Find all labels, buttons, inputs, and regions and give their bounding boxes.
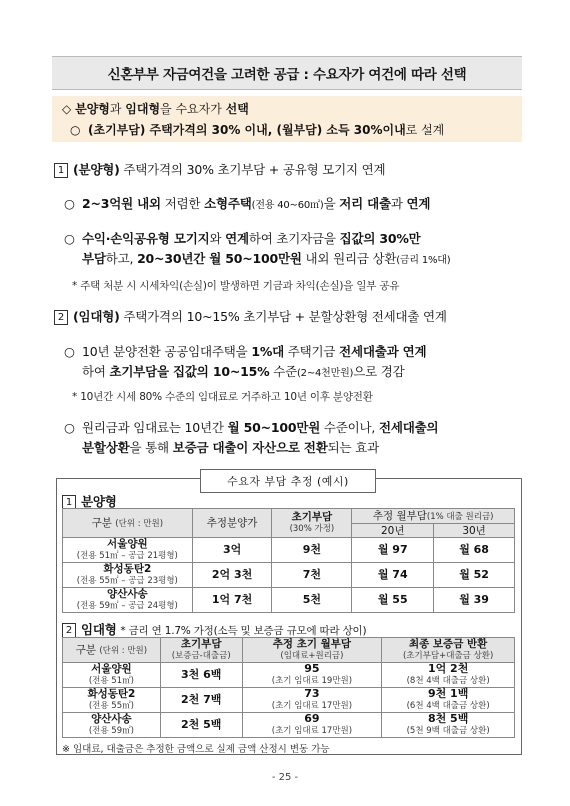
- col-header-price: 추정분양가: [192, 509, 272, 538]
- text: 와: [209, 231, 226, 246]
- row-desc: (전용 59㎡): [88, 726, 134, 736]
- text-bold: 1%대: [251, 344, 285, 359]
- summary-text: 과: [109, 102, 126, 116]
- text: 을: [323, 196, 340, 211]
- summary-box: [52, 96, 522, 142]
- table-2-label: 임대형: [81, 622, 117, 637]
- col-header-monthly: 추정 월부담(1% 대출 원리금): [352, 509, 515, 524]
- text-bold: 20~30년간 월 50~100만원: [137, 251, 302, 266]
- table-number-2: 2: [62, 623, 76, 638]
- text: 수준: [269, 364, 297, 379]
- cell-initial: 2천 7백: [160, 688, 242, 713]
- cell-monthly: 69: [304, 712, 320, 725]
- table-1-label: 분양형: [81, 494, 117, 509]
- cell-20y: 월 97: [352, 538, 434, 563]
- text: 원리금과 임대료는 10년간: [82, 420, 228, 435]
- cell-initial: 3천 6백: [160, 663, 242, 688]
- text: 10년 분양전환 공공임대주택을: [82, 344, 252, 359]
- page-title: 신혼부부 자금여건을 고려한 공급 : 수요자가 여건에 따라 선택: [52, 56, 522, 90]
- circle-bullet-icon: ○: [64, 420, 75, 435]
- text: 내외 원리금 상환: [301, 251, 397, 266]
- text-bold: 월 50~100만원: [227, 420, 321, 435]
- text: 되는 효과: [327, 440, 379, 455]
- table-row: [63, 688, 515, 713]
- summary-term-sale: 분양형: [75, 102, 110, 116]
- text-bold: 수익·손익공유형 모기지: [82, 231, 210, 246]
- section-1-text: 주택가격의 30% 초기부담 + 공유형 모기지 연계: [119, 162, 386, 177]
- cell-20y: 월 74: [352, 563, 434, 588]
- section-2-point-2-cont: [82, 438, 379, 456]
- table-row: [63, 563, 515, 588]
- section-2-text: 주택가격의 10~15% 초기부담 + 분할상환형 전세대출 연계: [119, 309, 447, 324]
- col-header-initial: 초기부담 (보증금-대출금): [160, 638, 242, 663]
- circle-bullet-icon: ○: [64, 196, 75, 211]
- table-row: [63, 663, 515, 688]
- cell-30y: 월 68: [434, 538, 515, 563]
- col-header-20y: 20년: [352, 524, 434, 538]
- row-name: 양산사송: [91, 713, 132, 725]
- cell-price: 2억 3천: [192, 563, 272, 588]
- section-1-heading: [54, 160, 385, 178]
- table-row: [63, 588, 515, 613]
- estimate-box-title: 수요자 부담 추정 (예시): [200, 469, 376, 493]
- summary-criteria: (초기부담) 주택가격의 30% 이내, (월부담) 소득 30%이내: [88, 123, 406, 137]
- text: 저렴한: [160, 196, 205, 211]
- table-2-heading: [62, 620, 366, 638]
- section-2-heading: [54, 307, 447, 325]
- summary-line-2: [70, 121, 444, 138]
- section-1-point-2-cont: [82, 249, 450, 267]
- row-desc: (전용 59㎡ – 공급 24평형): [76, 601, 178, 611]
- col-header-category: 구분 (단위 : 만원): [63, 509, 193, 538]
- page-number: - 25 -: [271, 772, 299, 783]
- table-row: [63, 538, 515, 563]
- cell-30y: 월 39: [434, 588, 515, 613]
- text: 하여 초기자금을: [248, 231, 340, 246]
- text: 을 통해: [129, 440, 173, 455]
- diamond-icon: ◇: [62, 102, 72, 116]
- table-2-note: * 금리 연 1.7% 가정(소득 및 보증금 규모에 따라 상이): [120, 625, 367, 637]
- cell-monthly: 95: [304, 662, 320, 675]
- cell-20y: 월 55: [352, 588, 434, 613]
- cell-final-sub: (5천 9백 대출금 상환): [406, 726, 490, 736]
- cell-30y: 월 52: [434, 563, 515, 588]
- summary-term-choice: 선택: [225, 102, 249, 116]
- text-small: (2~4천만원): [296, 368, 354, 379]
- circle-bullet-icon: ○: [64, 344, 75, 359]
- row-name: 양산사송: [107, 588, 148, 600]
- summary-text: 로 설계: [405, 123, 445, 137]
- section-1-point-2: [64, 229, 421, 247]
- cell-initial: 2천 5백: [160, 713, 242, 738]
- cell-monthly-sub: (초기 임대료 17만원): [271, 726, 353, 736]
- text: 으로 경감: [353, 364, 405, 379]
- footnote: ※ 임대료, 대출금은 추정한 금액으로 실제 금액 산정시 변동 가능: [62, 744, 330, 755]
- section-2-point-2: [64, 418, 438, 436]
- cell-final: 9천 1백: [427, 687, 469, 700]
- cell-monthly-sub: (초기 임대료 17만원): [271, 701, 353, 711]
- cell-initial: 5천: [272, 588, 352, 613]
- cell-final-sub: (6천 4백 대출금 상환): [406, 701, 490, 711]
- text-bold: 2~3억원 내외: [82, 196, 161, 211]
- table-number-1: 1: [62, 495, 76, 510]
- row-desc: (전용 55㎡ – 공급 23평형): [76, 576, 178, 586]
- row-name: 서울양원: [91, 663, 132, 675]
- text: 주택기금: [284, 344, 340, 359]
- section-2-note: * 10년간 시세 80% 수준의 임대료로 거주하고 10년 이후 분양전환: [72, 391, 373, 403]
- row-desc: (전용 55㎡): [88, 701, 134, 711]
- cell-initial: 7천: [272, 563, 352, 588]
- cell-final-sub: (8천 4백 대출금 상환): [406, 676, 490, 686]
- section-number-2: 2: [54, 310, 68, 325]
- text: 과: [390, 196, 407, 211]
- row-desc: (전용 51㎡ – 공급 21평형): [76, 551, 178, 561]
- text-bold: 분할상환: [82, 440, 130, 455]
- text-bold: 저리 대출: [339, 196, 391, 211]
- section-2-point-1: [64, 342, 426, 360]
- text-bold: 전세대출의: [378, 420, 439, 435]
- sale-table: [62, 508, 515, 613]
- text-bold: 집값의 30%만: [339, 231, 421, 246]
- cell-final: 1억 2천: [427, 662, 469, 675]
- text-bold: 전세대출과 연계: [339, 344, 427, 359]
- row-name: 화성동탄2: [87, 688, 136, 700]
- row-name: 화성동탄2: [103, 563, 152, 575]
- cell-price: 1억 7천: [192, 588, 272, 613]
- section-2-point-1-cont: [82, 362, 405, 380]
- row-name: 서울양원: [107, 538, 148, 550]
- cell-final: 8천 5백: [427, 712, 469, 725]
- row-desc: (전용 51㎡): [88, 676, 134, 686]
- cell-price: 3억: [192, 538, 272, 563]
- text: 수준이나,: [320, 420, 379, 435]
- text-bold: 보증금 대출이 자산으로 전환: [172, 440, 328, 455]
- col-header-category: 구분 (단위 : 만원): [63, 638, 161, 663]
- section-number-1: 1: [54, 163, 68, 178]
- summary-term-rent: 임대형: [125, 102, 161, 116]
- text-small: (전용 40~60㎡): [251, 200, 324, 211]
- text: 하고,: [105, 251, 138, 266]
- circle-bullet-icon: ○: [70, 123, 81, 137]
- col-header-monthly: 추정 초기 월부담 (임대료+원리금): [242, 638, 382, 663]
- text-bold: 연계: [225, 231, 249, 246]
- text: 하여: [82, 364, 110, 379]
- text-bold: 연계: [406, 196, 431, 211]
- cell-initial: 9천: [272, 538, 352, 563]
- text-bold: 초기부담을 집값의 10~15%: [109, 364, 270, 379]
- text-bold: 부담: [82, 251, 106, 266]
- col-header-initial: 초기부담 (30% 가정): [272, 509, 352, 538]
- cell-monthly: 73: [304, 687, 320, 700]
- rent-table: [62, 637, 515, 738]
- summary-text: 을 수요자가: [160, 102, 226, 116]
- col-header-final: 최종 보증금 반환 (초기부담+대출금 상환): [382, 638, 515, 663]
- section-1-label: (분양형): [73, 162, 120, 177]
- text-bold: 소형주택: [204, 196, 252, 211]
- cell-monthly-sub: (초기 임대료 19만원): [271, 676, 353, 686]
- table-row: [63, 713, 515, 738]
- text-small: (금리 1%대): [396, 255, 451, 266]
- section-2-label: (임대형): [73, 309, 120, 324]
- section-1-note: * 주택 처분 시 시세차익(손실)이 발생하면 기금과 차익(손실)을 일부 공유: [72, 280, 400, 292]
- col-header-30y: 30년: [434, 524, 515, 538]
- circle-bullet-icon: ○: [64, 231, 75, 246]
- section-1-point-1: [64, 194, 430, 212]
- summary-line-1: [62, 100, 249, 117]
